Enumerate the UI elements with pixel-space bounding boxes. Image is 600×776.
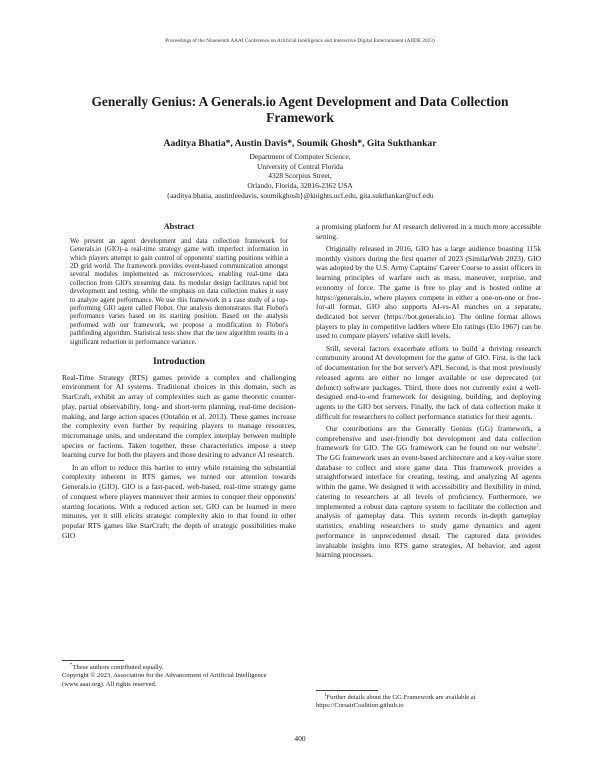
author-list: Aaditya Bhatia*, Austin Davis*, Soumik Ghosh*, Gita Sukthankar [163, 138, 437, 149]
affiliation-line: Orlando, Florida, 32816-2362 USA [247, 181, 353, 191]
intro-paragraph-2: In an effort to reduce this barrier to entry while retaining the substantial complexity inherent in RTS games, we turned our attention towards Generals.io (GIO). GIO is a fast-paced, web-based, real-time strategy game of conquest where players maneuver their armies to conquer their opponents' starting locations. With a reduced action set, GIO can be learned in mere minutes, yet it still elicits strategic complexity akin to that found in other popular RTS games like StarCraft; the depth of strategic possibilities make GIO [62, 462, 296, 540]
right-footnotes [316, 690, 541, 711]
contribution-text-b: . The GG framework uses an event-based architecture and a key-value store database to collect and store game data. This framework provides a straightforward interface for creating, testing, and analyzing AI agents within the game. We designed it with accessibility and flexibility in mind, catering to researchers at all levels of proficiency. Furthermore, we implemented a robust data capture system to facilitate the collection and analysis of gameplay data. This system records in-depth gameplay statistics, enabling researchers to study game dynamics and agent performance in unprecedented detail. The captured data provides invaluable insights into RTS game strategies, AI behavior, and agent learning processes. [316, 443, 541, 560]
left-footnotes [62, 660, 296, 689]
intro-paragraph-6 [316, 424, 541, 560]
proceedings-header: Proceedings of the Nineteenth AAAI Conference on Artificial Intelligence and Interactive Digital Entertainment (AIIDE 2023) [165, 38, 435, 44]
footnote-marker: 1 [536, 443, 540, 449]
footnote-number: 1 [324, 692, 327, 698]
asterisk-mark: * [70, 662, 73, 668]
copyright-note: Copyright © 2023, Association for the Advancement of Artificial Intelligence (www.aaai.org). All rights reserved. [62, 672, 267, 688]
footnote-1: $^1$Further details about the GG Framework are available at https://CorsairCoalition.github.io [316, 692, 476, 710]
intro-paragraph-1: Real-Time Strategy (RTS) games provide a complex and challenging environment for AI systems. Traditional choices in this domain, such as StarCraft, exhibit an array of complexities such as game theoretic counter-play, partial observability, long- and short-term planning, real-time decision-making, and large action spaces (Ontañón et al. 2013). These games increase the complexity even further by requiring players to manage resources, micromanage units, and understand the complex interplay between multiple species or factions. Taken together, these characteristics impose a steep learning curve for both the players and those desiring to advance AI research. [62, 372, 296, 460]
introduction-heading: Introduction [152, 356, 206, 367]
paper-title: Generally Genius: A Generals.io Agent Development and Data Collection Framework [91, 94, 509, 125]
page-number: 400 [294, 734, 306, 743]
abstract-text: We present an agent development and data collection framework for Generals.io (GIO)–a real-time strategy game with imperfect information in which players attempt to gain control of opponents' starting positions within a 2D grid world. The framework provides event-based communication amongst several modules implemented as microservices, enabling real-time data collection from GIO's streaming data. Its modular design facilitates rapid bot development and testing, while the emphasis on data collection makes it easy to analyze agent performance. We use this framework in a case study of a top-performing GIO agent called Flobot. Our analysis demonstrates that Flobot's performance varies based on its starting position. Based on the analysis performed with our framework, we propose a modification to Flobot's pathfinding algorithm. Statistical tests show that the new algorithm results in a significant reduction in performance variance. [70, 237, 288, 346]
affiliation-line: University of Central Florida [256, 161, 343, 171]
intro-paragraph-5: Still, several factors exacerbate efforts to build a thriving research community around AI development for the game of GIO. First, is the lack of documentation for the bot server's API. Second, is that most previously released agents are either no longer available or use deprecated (or defunct) software packages. Third, there does not currently exist a well-designed end-to-end framework for designing, building, and deploying agents to the GIO bot servers. Finally, the lack of data collection make it difficult for researchers to collect performance statistics for their agents. [316, 343, 541, 421]
footnote-rule [316, 690, 378, 691]
abstract-heading: Abstract [163, 222, 195, 231]
affiliation-line: Department of Computer Science, [249, 152, 351, 161]
affiliation-emails: {aaditya.bhatia, austinleedavis, soumikghosh}@knights.ucf.edu, gita.sukthankar@ucf.edu [166, 190, 434, 200]
contribution-text-a: Our contributions are the Generally Genius (GG) framework, a comprehensive and user-friendly bot development and data collection framework for GIO. The GG framework can be found on our website [316, 423, 541, 453]
left-column [62, 222, 296, 540]
affiliation-block [0, 152, 600, 201]
affiliation-line: 4328 Scorpius Street, [268, 171, 332, 181]
right-column [316, 222, 541, 560]
intro-paragraph-4: Originally released in 2016, GIO has a large audience boasting 115k monthly visitors during the first quarter of 2023 (SimilarWeb 2023). GIO was adopted by the U.S. Army Captains' Career Course to assist officers in learning principles of warfare such as mass, maneuver, surprise, and economy of force. The game is free to play and is hosted online at https://generals.io, where players compete in either a one-on-one or free-for-all format. GIO also supports AI-vs-AI matches on a separate, dedicated bot server (https://bot.generals.io). The online format allows players to play in competitive ladders where Elo ratings (Elo 1967) can be used to compare players' relative skill levels. [316, 243, 541, 341]
intro-paragraph-3: a promising platform for AI research delivered in a much more accessible setting. [316, 222, 541, 241]
footnote-rule [62, 660, 124, 661]
equal-contribution-note: *These authors contributed equally. [70, 662, 164, 671]
